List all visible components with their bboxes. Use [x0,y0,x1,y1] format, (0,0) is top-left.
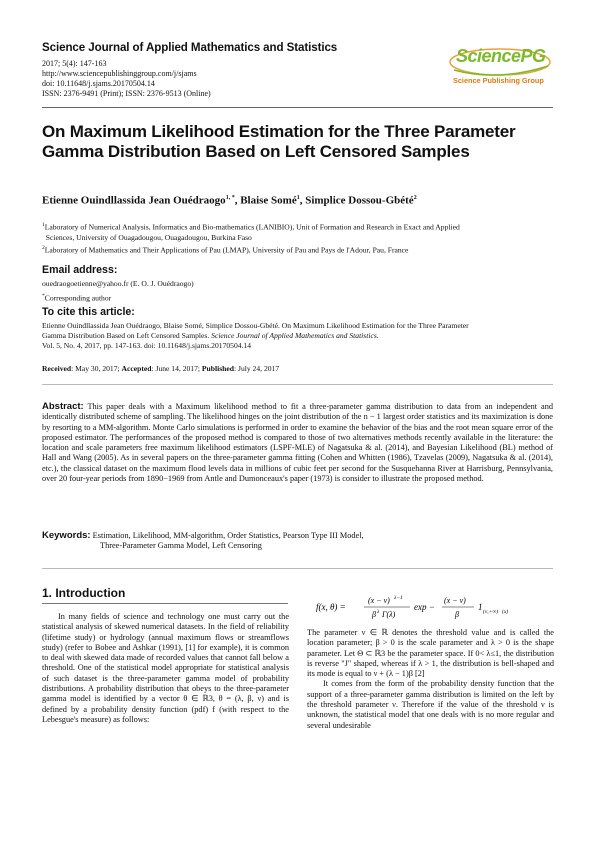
published-date: : July 24, 2017 [233,364,280,373]
publisher-logo [448,46,552,90]
svg-text:(ν,+∞): (ν,+∞) [483,609,499,615]
intro-paragraph-3: It comes from the form of the probability density function that the support of a three-parameter gamma distribution is limited on the left by the threshold parameter ν. Therefore if the value of the threshold ν is unknown, the statistical model that one deals with is no more regular and several undesirable [307,679,554,730]
abstract [42,402,553,484]
svg-text:λ: λ [377,609,380,615]
formula-drawing [316,593,556,625]
published-label: Published [201,364,234,373]
cite-line-3[interactable]: Vol. 5, No. 4, 2017, pp. 147-163. doi: 10.11648/j.sjams.20170504.14 [42,341,252,350]
svg-text:exp −: exp − [414,602,435,612]
received-label: Received [42,364,72,373]
affiliation-2: $^2$Laboratory of Mathematics and Their Applications of Pau (LMAP), University of Pau and Pays de l'Adour, Pau, France [42,245,409,255]
intro-column-1 [42,612,289,725]
svg-text:1: 1 [478,602,483,612]
journal-name: Science Journal of Applied Mathematics and Statistics [42,41,338,54]
keywords-line-1: Estimation, Likelihood, MM-algorithm, Order Statistics, Pearson Type III Model, [92,531,364,540]
svg-text:(x): (x) [502,609,509,615]
issn-line: ISSN: 2376-9491 (Print); ISSN: 2376-9513 (Online) [42,89,211,98]
intro-heading-rule [42,603,288,604]
corresponding-author-note: *Corresponding author [42,293,112,303]
logo-subtitle: Science Publishing Group [453,76,544,85]
keywords [42,531,553,552]
intro-paragraph-2: The parameter ν ∈ ℝ denotes the threshold value and is called the location parameter; β > 0 is the scale parameter and λ > 0 is the shape parameter. Let Θ ⊂ ℝ3 be the parameter space. If 0< λ≤1, the distribution is reverse "J" shaped, whereas if λ > 1, the distribution is bell-shaped and its mode is equal to ν + (λ − 1)β [2] [307,628,554,679]
abstract-label: Abstract: [42,401,84,412]
cite-line-2: Gamma Distribution Based on Left Censored Samples. Science Journal of Applied Mathematics and Statistics. [42,331,379,340]
logo-name: SciencePG [456,46,546,66]
svg-text:β: β [455,610,459,619]
intro-column-2 [307,628,554,731]
svg-text:f(x, θ) =: f(x, θ) = [316,602,346,612]
svg-text:(x − ν): (x − ν) [444,596,466,605]
svg-text:(x − ν): (x − ν) [368,596,390,605]
svg-text:λ−1: λ−1 [394,595,403,601]
section-divider [42,568,553,569]
svg-text:Γ(λ): Γ(λ) [382,610,396,619]
keywords-line-2: Three-Parameter Gamma Model, Left Censoring [100,541,262,551]
abstract-divider [42,384,553,385]
intro-paragraph-1: In many fields of science and technology one must carry out the statistical analysis of skewed numerical datasets. In the field of reliability (lifetime study) or hydrology (annual maximum flows or streamflows study) (refer to Bobee and Ashkar (1991), [1] for example), it is common to deal with skewed data made of recorded values that cannot fall below a threshold. One of the statistical model appropriate for statistical analysis of such dataset is the three-parameter gamma model of probability distributions. A probability distribution that obeys to the three-parameter gamma model is identified by a vector θ ∈ ℝ3, θ = (λ, β, ν) and is defined by a probability density function (pdf) f (with respect to the Lebesgue's measure) as follows: [42,612,289,724]
density-formula [316,593,556,625]
cite-line-1: Etienne Ouindllassida Jean Ouédraogo, Blaise Somé, Simplice Dossou-Gbété. On Maximum Likelihood Estimation for the Three Parameter [42,321,469,330]
keywords-label: Keywords: [42,530,91,541]
header-divider [42,107,553,108]
accepted-label: Accepted [121,364,152,373]
affiliation-1: $^1$Laboratory of Numerical Analysis, Informatics and Bio-mathematics (LANIBIO), Unit of Formation and Research in Exact and Applied Sciences, University of Ouagadougou, Ouagadougou, Burkina Faso [42,222,460,242]
paper-title: On Maximum Likelihood Estimation for the Three Parameter Gamma Distribution Based on Left Censored Samples [42,122,516,161]
author-list: Etienne Ouindllassida Jean Ouédraogo$^{1, *}$, Blaise Somé$^1$, Simplice Dossou-Gbété$^2$ [42,194,417,207]
svg-text:β: β [372,610,376,619]
accepted-date: : June 14, 2017; [151,364,202,373]
article-dates [42,364,279,374]
doi-line[interactable]: doi: 10.11648/j.sjams.20170504.14 [42,79,155,88]
journal-url[interactable]: http://www.sciencepublishinggroup.com/j/sjams [42,69,197,78]
email-heading: Email address: [42,264,118,276]
received-date: : May 30, 2017; [71,364,122,373]
email-address[interactable]: ouedraogoetienne@yahoo.fr (E. O. J. Ouédraogo) [42,279,194,288]
cite-heading: To cite this article: [42,306,135,318]
volume-line: 2017; 5(4): 147-163 [42,59,107,68]
intro-heading: 1. Introduction [42,586,126,600]
abstract-text: This paper deals with a Maximum likelihood method to fit a three-parameter gamma distribution to data from an independent and identically distributed scheme of sampling. The likelihood hinges on the joint distribution of the n − 1 largest order statistics and its maximization is done by resorting to a MM-algorithm. Monte Carlo simulations is performed in order to examine the behavior of the bias and the root mean square error of the proposed estimator. The performances of the proposed method is compared to those of two alternatives methods recently available in the literature: the location and scale parameters free maximum likelihood estimators (LSPF-MLE) of Nagatsuka & al. (2014), and Bayesian Likelihood (BL) method of Hall and Wang (2005). As in several papers on the three-parameter gamma fitting (Cohen and Whitten (1986), Tzavelas (2009), Nagatsuka & al. (2014), etc.), the classical dataset on the maximum flood levels data in millions of cubic feet per second for the Susquehanna River at Harrisburg, Pennsylvania, over 20 four-year periods from 1890−1969 from Antle and Dumonceaux's paper (1973) is consider to illustrate the proposed method. [42,402,553,484]
